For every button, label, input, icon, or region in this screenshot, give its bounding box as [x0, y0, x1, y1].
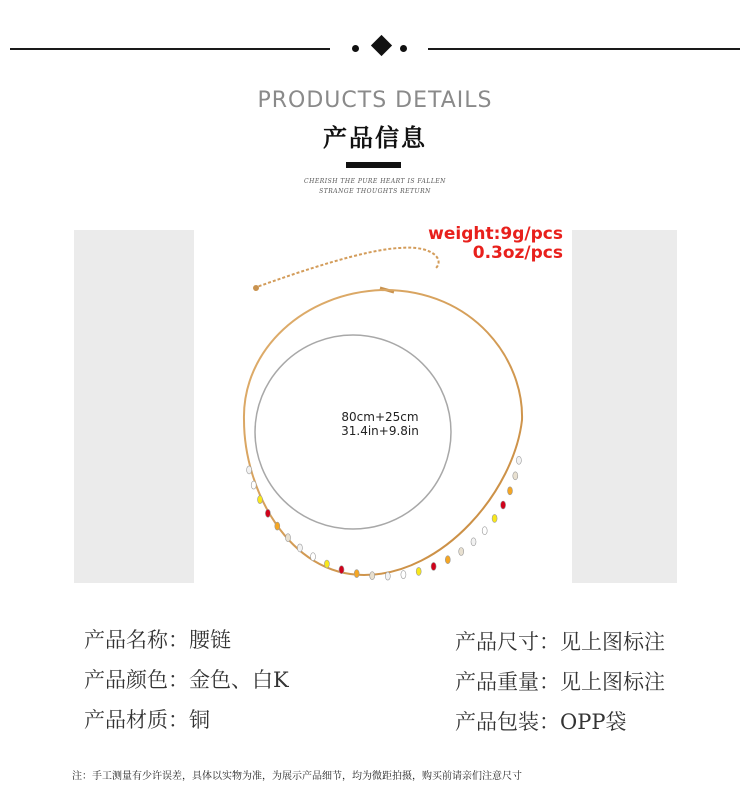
- gray-backdrop-right: [572, 230, 677, 583]
- bead-charm: [324, 560, 329, 568]
- header-divider-left: [10, 48, 330, 50]
- divider-dot-left: [352, 45, 359, 52]
- footer-note: 注：手工测量有少许误差，具体以实物为准，为展示产品细节，均为微距拍摄，购买前请亲们注意尺寸: [72, 771, 522, 782]
- bead-charm: [431, 562, 436, 570]
- bead-charm: [482, 527, 487, 535]
- bead-charm: [516, 456, 521, 464]
- info-product-size: 产品尺寸：见上图标注: [455, 630, 665, 654]
- diamond-ornament-icon: [371, 35, 392, 56]
- bead-charm: [471, 538, 476, 546]
- info-product-weight: 产品重量：见上图标注: [455, 670, 665, 694]
- size-cm-label: 80cm+25cm: [341, 410, 419, 424]
- info-product-packaging: 产品包装：OPP袋: [455, 710, 627, 734]
- info-product-color: 产品颜色：金色、白K: [84, 668, 289, 692]
- bead-charms: [247, 456, 522, 580]
- bead-charm: [339, 566, 344, 574]
- bead-charm: [297, 544, 302, 552]
- section-title-cn: 产品信息: [323, 124, 427, 152]
- script-text-line-1: CHERISH THE PURE HEART IS FALLEN: [304, 178, 446, 185]
- bead-charm: [416, 567, 421, 575]
- divider-dot-right: [400, 45, 407, 52]
- weight-ounces-label: 0.3oz/pcs: [472, 243, 563, 263]
- script-text-line-2: STRANGE THOUGHTS RETURN: [319, 188, 431, 195]
- bead-charm: [501, 501, 506, 509]
- bead-charm: [286, 534, 291, 542]
- bead-charm: [385, 572, 390, 580]
- header-divider-right: [428, 48, 740, 50]
- waist-chain-product-image: [194, 230, 572, 583]
- gray-backdrop-left: [74, 230, 194, 583]
- section-title-en: PRODUCTS DETAILS: [257, 88, 493, 113]
- weight-grams-label: weight:9g/pcs: [428, 224, 563, 244]
- bead-charm: [265, 509, 270, 517]
- title-underline: [346, 162, 401, 168]
- bead-charm: [401, 571, 406, 579]
- bead-charm: [513, 472, 518, 480]
- bead-charm: [258, 496, 263, 504]
- info-product-material: 产品材质：铜: [84, 708, 210, 732]
- bead-charm: [247, 466, 252, 474]
- bead-charm: [445, 556, 450, 564]
- bead-charm: [459, 548, 464, 556]
- bead-charm: [311, 553, 316, 561]
- bead-charm: [508, 487, 513, 495]
- bead-charm: [251, 481, 256, 489]
- bead-charm: [492, 514, 497, 522]
- bead-charm: [370, 572, 375, 580]
- info-product-name: 产品名称：腰链: [84, 628, 231, 652]
- size-inch-label: 31.4in+9.8in: [341, 424, 419, 438]
- bead-charm: [275, 522, 280, 530]
- bead-charm: [354, 570, 359, 578]
